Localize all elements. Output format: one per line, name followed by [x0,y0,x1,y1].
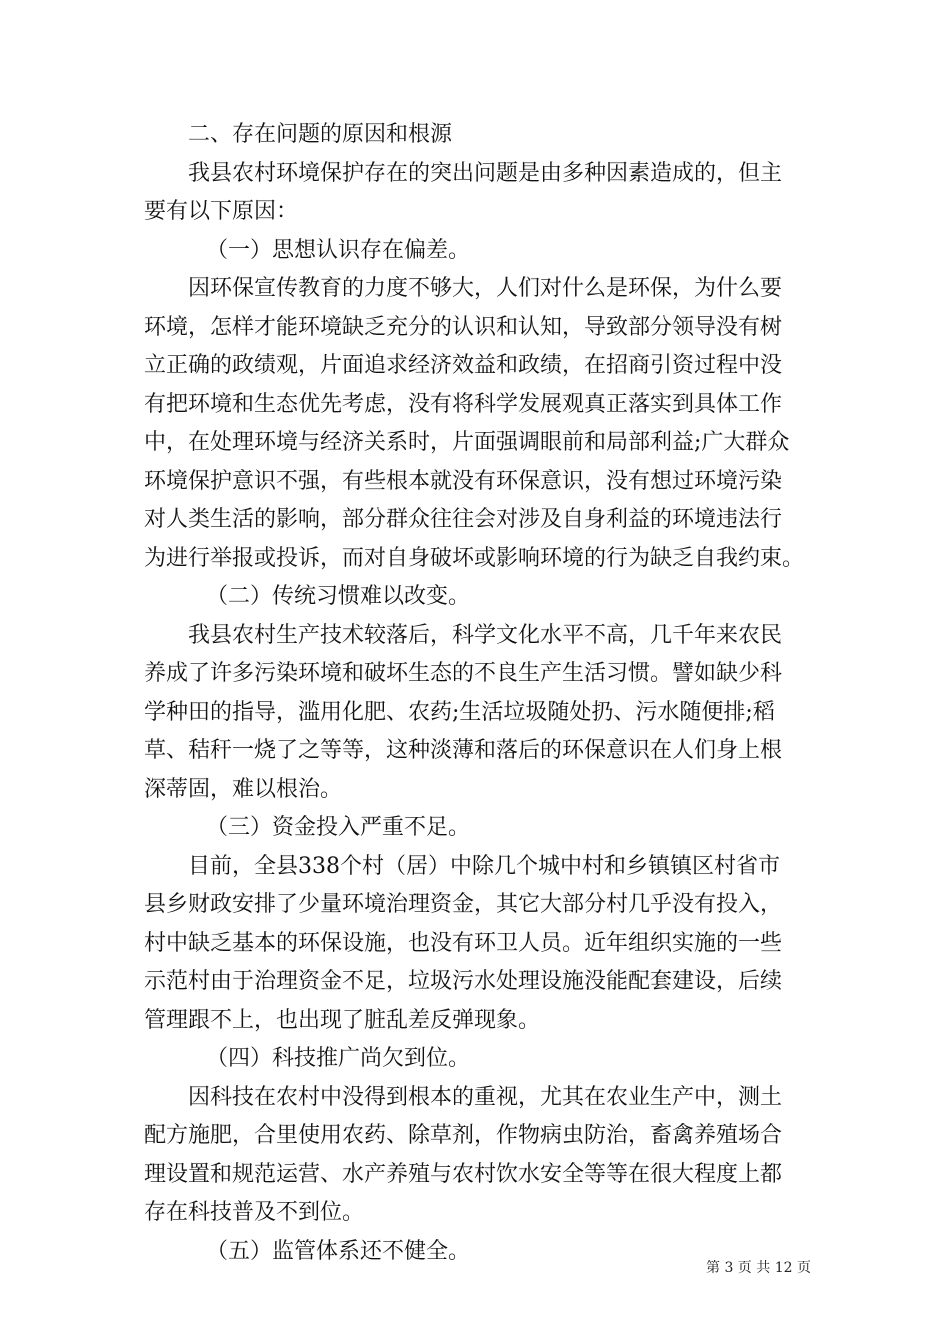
paragraph-line: 中，在处理环境与经济关系时，片面强调眼前和局部利益;广大群众 [144,430,790,455]
paragraph-line: 要有以下原因： [144,199,299,224]
paragraph-line: 我县农村生产技术较落后，科学文化水平不高，几千年来农民 [188,622,783,648]
paragraph-line: 深蒂固，难以根治。 [144,776,343,802]
paragraph-line: 示范村由于治理资金不足，垃圾污水处理设施没能配套建设，后续 [144,969,783,994]
subsection-heading: （三）资金投入严重不足。 [206,815,471,840]
paragraph-line: 我县农村环境保护存在的突出问题是由多种因素造成的，但主 [188,160,783,186]
paragraph-line: 立正确的政绩观，片面追求经济效益和政绩，在招商引资过程中没 [144,353,783,378]
paragraph-line: 学种田的指导，滥用化肥、农药;生活垃圾随处扔、污水随便排;稻 [144,699,775,725]
paragraph-line: 因科技在农村中没得到根本的重视，尤其在农业生产中，测土 [188,1084,783,1110]
paragraph-line: 有把环境和生态优先考虑，没有将科学发展观真正落实到具体工作 [144,391,783,417]
paragraph-line: 环境保护意识不强，有些根本就没有环保意识，没有想过环境污染 [144,468,783,494]
subsection-heading: （一）思想认识存在偏差。 [206,237,471,263]
document-body [144,116,806,1271]
paragraph-line: 目前，全县338个村（居）中除几个城中村和乡镇镇区村省市 [188,853,780,879]
paragraph-line: 因环保宣传教育的力度不够大，人们对什么是环保，为什么要 [188,276,783,301]
paragraph-line: 管理跟不上，也出现了脏乱差反弹现象。 [144,1007,541,1033]
paragraph-line: 为进行举报或投诉，而对自身破坏或影响环境的行为缺乏自我约束。 [144,545,805,571]
paragraph-line: 对人类生活的影响，部分群众往往会对涉及自身利益的环境违法行 [144,507,783,532]
paragraph-line: 养成了许多污染环境和破坏生态的不良生产生活习惯。譬如缺少科 [144,661,783,686]
subsection-heading: （二）传统习惯难以改变。 [206,584,471,609]
paragraph-line: 存在科技普及不到位。 [144,1200,365,1225]
paragraph-line: 环境，怎样才能环境缺乏充分的认识和认知，导致部分领导没有树 [144,314,783,340]
paragraph-line: 草、秸秆一烧了之等等，这种淡薄和落后的环保意识在人们身上根 [144,738,783,763]
paragraph-line: 理设置和规范运营、水产养殖与农村饮水安全等等在很大程度上都 [144,1161,783,1187]
subsection-heading: （五）监管体系还不健全。 [206,1238,471,1264]
paragraph-line: 村中缺乏基本的环保设施，也没有环卫人员。近年组织实施的一些 [144,930,783,956]
page-number: 第 3 页 共 12 页 [706,1260,811,1276]
paragraph-line: 配方施肥，合里使用农药、除草剂，作物病虫防治，畜禽养殖场合 [144,1123,783,1148]
paragraph-line: 县乡财政安排了少量环境治理资金，其它大部分村几乎没有投入， [144,892,783,917]
section-heading: 二、存在问题的原因和根源 [188,122,453,147]
subsection-heading: （四）科技推广尚欠到位。 [206,1046,471,1071]
